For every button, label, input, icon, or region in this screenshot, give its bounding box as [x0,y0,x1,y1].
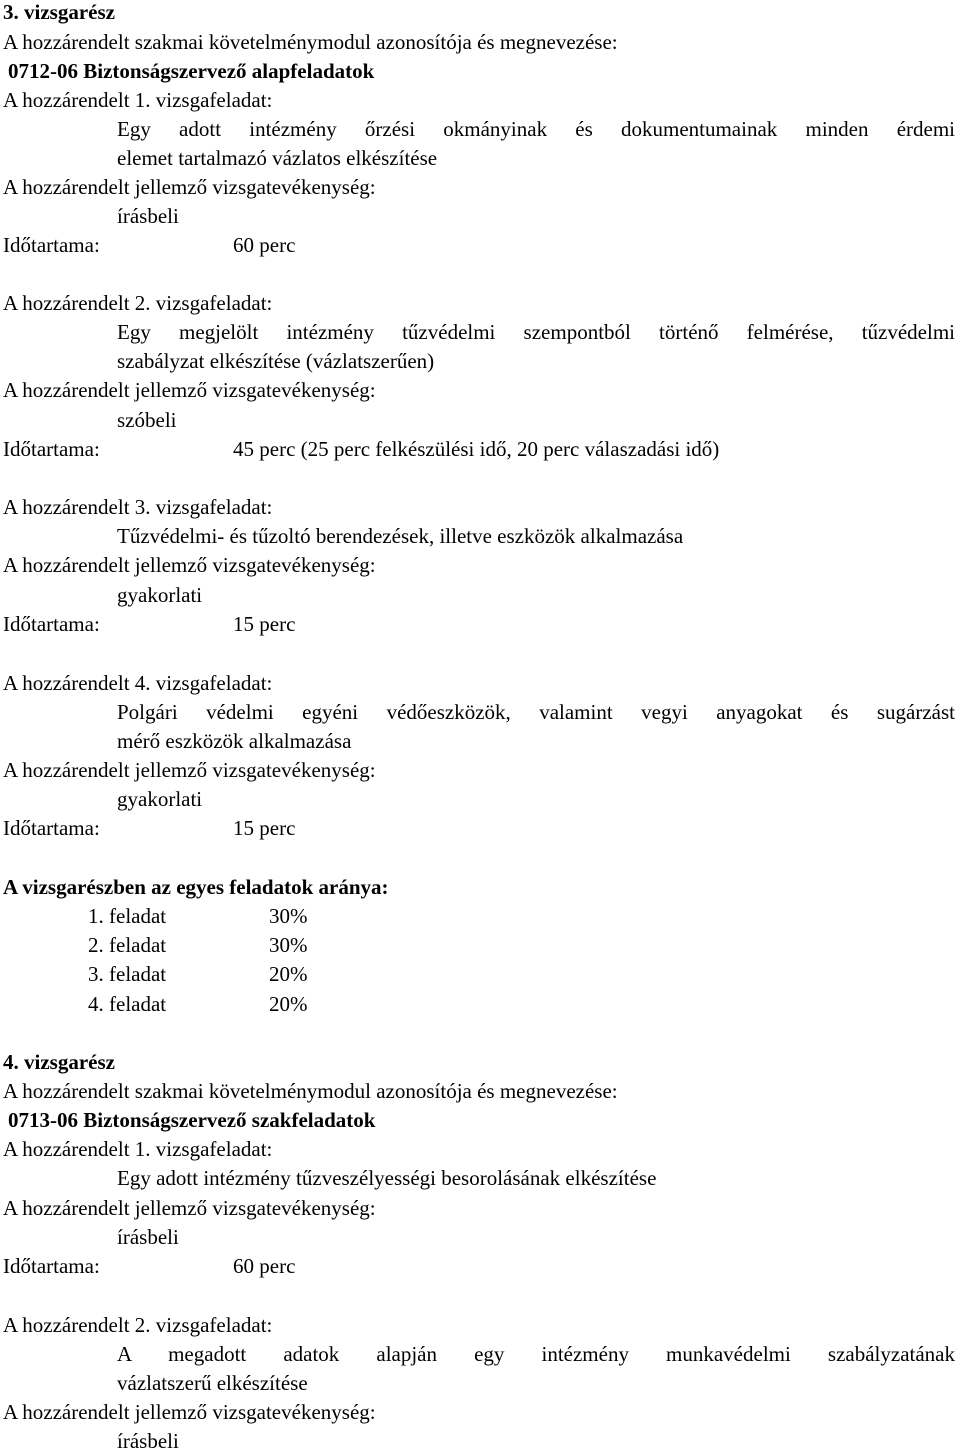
task-description-line: elemet tartalmazó vázlatos elkészítése [117,146,438,170]
ratio-heading: A vizsgarészben az egyes feladatok aránya: [3,875,389,899]
activity-label: A hozzárendelt jellemző vizsgatevékenység: [3,175,376,199]
duration-value: 60 perc [233,233,296,257]
duration-label: Időtartama: [3,437,100,461]
task-description-line: A megadott adatok alapján egy intézmény munkavédelmi szabályzatának [117,1342,955,1366]
activity-value: gyakorlati [117,787,203,811]
task-label: A hozzárendelt 2. vizsgafeladat: [3,1313,273,1337]
ratio-percent: 30% [269,933,308,957]
activity-label: A hozzárendelt jellemző vizsgatevékenység: [3,553,376,577]
duration-label: Időtartama: [3,612,100,636]
module-code: 0713-06 Biztonságszervező szakfeladatok [8,1108,376,1132]
activity-label: A hozzárendelt jellemző vizsgatevékenység: [3,378,376,402]
ratio-percent: 20% [269,992,308,1016]
activity-value: írásbeli [117,1225,179,1249]
task-description-line: Egy adott intézmény őrzési okmányinak és dokumentumainak minden érdemi [117,117,955,141]
duration-value: 60 perc [233,1254,296,1278]
activity-value: írásbeli [117,1429,179,1453]
activity-value: írásbeli [117,204,179,228]
task-label: A hozzárendelt 1. vizsgafeladat: [3,1137,273,1161]
task-description-line: szabályzat elkészítése (vázlatszerűen) [117,349,435,373]
task-label: A hozzárendelt 1. vizsgafeladat: [3,88,273,112]
activity-label: A hozzárendelt jellemző vizsgatevékenység: [3,1400,376,1424]
module-intro: A hozzárendelt szakmai követelménymodul azonosítója és megnevezése: [3,1079,618,1103]
task-label: A hozzárendelt 4. vizsgafeladat: [3,671,273,695]
duration-value: 15 perc [233,816,296,840]
activity-label: A hozzárendelt jellemző vizsgatevékenység: [3,1196,376,1220]
task-description-line: Egy adott intézmény tűzveszélyességi besorolásának elkészítése [117,1166,657,1190]
ratio-task: 4. feladat [88,992,167,1016]
task-description-line: Tűzvédelmi- és tűzoltó berendezések, illetve eszközök alkalmazása [117,524,684,548]
task-description-line: mérő eszközök alkalmazása [117,729,352,753]
activity-label: A hozzárendelt jellemző vizsgatevékenység: [3,758,376,782]
section-heading: 3. vizsgarész [3,0,115,24]
task-label: A hozzárendelt 3. vizsgafeladat: [3,495,273,519]
section-heading: 4. vizsgarész [3,1050,115,1074]
duration-value: 15 perc [233,612,296,636]
ratio-percent: 20% [269,962,308,986]
task-description-line: Polgári védelmi egyéni védőeszközök, valamint vegyi anyagokat és sugárzást [117,700,955,724]
duration-label: Időtartama: [3,816,100,840]
ratio-task: 3. feladat [88,962,167,986]
activity-value: szóbeli [117,408,177,432]
ratio-percent: 30% [269,904,308,928]
module-intro: A hozzárendelt szakmai követelménymodul azonosítója és megnevezése: [3,30,618,54]
module-code: 0712-06 Biztonságszervező alapfeladatok [8,59,375,83]
task-description-line: vázlatszerű elkészítése [117,1371,308,1395]
ratio-task: 2. feladat [88,933,167,957]
ratio-task: 1. feladat [88,904,167,928]
duration-label: Időtartama: [3,1254,100,1278]
task-label: A hozzárendelt 2. vizsgafeladat: [3,291,273,315]
duration-label: Időtartama: [3,233,100,257]
duration-value: 45 perc (25 perc felkészülési idő, 20 perc válaszadási idő) [233,437,720,461]
activity-value: gyakorlati [117,583,203,607]
task-description-line: Egy megjelölt intézmény tűzvédelmi szempontból történő felmérése, tűzvédelmi [117,320,955,344]
